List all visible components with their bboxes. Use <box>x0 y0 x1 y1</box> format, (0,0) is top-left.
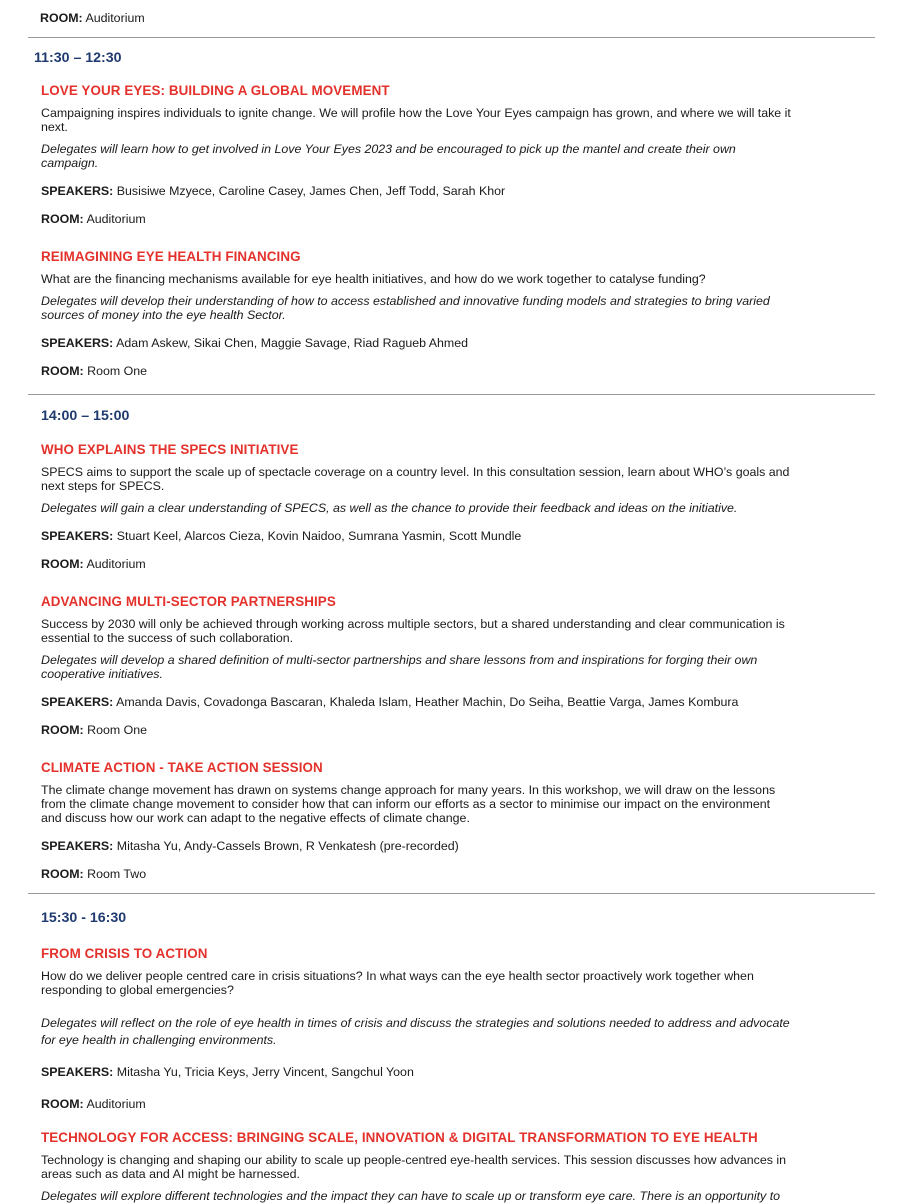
session-outcome: Delegates will learn how to get involved in Love Your Eyes 2023 and be encouraged to pick up the mantel and create their own <box>41 142 736 156</box>
section-divider <box>28 394 875 395</box>
session-description: SPECS aims to support the scale up of spectacle coverage on a country level. In this consultation session, learn about WHO’s goals and <box>41 465 790 479</box>
room-line: ROOM: Room Two <box>41 867 147 881</box>
session-outcome: Delegates will reflect on the role of eye health in times of crisis and discuss the strategies and solutions needed to address and advocate <box>41 1016 790 1030</box>
session-title: ADVANCING MULTI-SECTOR PARTNERSHIPS <box>41 594 336 609</box>
room-line: ROOM: Room One <box>41 364 148 378</box>
speakers-line: SPEAKERS: Mitasha Yu, Andy-Cassels Brown, R Venkatesh (pre-recorded) <box>41 839 459 853</box>
session-description: The climate change movement has drawn on systems change approach for many years. In this workshop, we will draw on the lessons <box>41 783 776 797</box>
section-divider <box>28 893 875 894</box>
session-title: CLIMATE ACTION - TAKE ACTION SESSION <box>41 760 323 775</box>
room-line: ROOM: Auditorium <box>41 212 146 226</box>
session-description: Technology is changing and shaping our ability to scale up people-centred eye-health services. This session discusses how advances in <box>41 1153 787 1167</box>
session-title: LOVE YOUR EYES: BUILDING A GLOBAL MOVEMENT <box>41 83 390 98</box>
session-outcome: Delegates will develop their understanding of how to access established and innovative funding models and strategies to bring varied <box>41 294 770 308</box>
session-title: WHO EXPLAINS THE SPECS INITIATIVE <box>41 442 299 457</box>
speakers-line: SPEAKERS: Amanda Davis, Covadonga Bascaran, Khaleda Islam, Heather Machin, Do Seiha, Beattie Varga, James Kombura <box>41 695 739 709</box>
session-outcome: Delegates will gain a clear understanding of SPECS, as well as the chance to provide their feedback and ideas on the initiative. <box>41 501 738 515</box>
session-description: essential to the success of such collaboration. <box>41 631 294 645</box>
session-title: REIMAGINING EYE HEALTH FINANCING <box>41 249 301 264</box>
session-outcome: for eye health in challenging environments. <box>41 1033 277 1047</box>
session-outcome: campaign. <box>41 156 99 170</box>
section-divider <box>28 37 875 38</box>
session-description: Success by 2030 will only be achieved through working across multiple sectors, but a shared understanding and clear communication is <box>41 617 785 631</box>
room-line: ROOM: Auditorium <box>40 11 145 25</box>
session-description: and discuss how our work can adapt to the negative effects of climate change. <box>41 811 470 825</box>
session-description: from the climate change movement to consider how that can inform our efforts as a sector to minimise our impact on the environment <box>41 797 771 811</box>
session-description: Campaigning inspires individuals to ignite change. We will profile how the Love Your Eyes campaign has grown, and where we will take it <box>41 106 791 120</box>
session-description: next. <box>41 120 68 134</box>
speakers-line: SPEAKERS: Adam Askew, Sikai Chen, Maggie Savage, Riad Ragueb Ahmed <box>41 336 469 350</box>
time-slot-heading: 11:30 – 12:30 <box>34 50 122 66</box>
session-outcome: cooperative initiatives. <box>41 667 163 681</box>
speakers-line: SPEAKERS: Busisiwe Mzyece, Caroline Casey, James Chen, Jeff Todd, Sarah Khor <box>41 184 506 198</box>
speakers-line: SPEAKERS: Stuart Keel, Alarcos Cieza, Kovin Naidoo, Sumrana Yasmin, Scott Mundle <box>41 529 522 543</box>
session-outcome: Delegates will develop a shared definition of multi-sector partnerships and share lessons from and inspirations for forging their own <box>41 653 758 667</box>
session-title: TECHNOLOGY FOR ACCESS: BRINGING SCALE, INNOVATION & DIGITAL TRANSFORMATION TO EYE HEALTH <box>41 1130 758 1145</box>
session-outcome: sources of money into the eye health Sector. <box>41 308 286 322</box>
speakers-line: SPEAKERS: Mitasha Yu, Tricia Keys, Jerry Vincent, Sangchul Yoon <box>41 1065 414 1079</box>
room-line: ROOM: Auditorium <box>41 557 146 571</box>
session-description: What are the financing mechanisms available for eye health initiatives, and how do we work together to catalyse funding? <box>41 272 706 286</box>
session-description: responding to global emergencies? <box>41 983 234 997</box>
time-slot-heading: 14:00 – 15:00 <box>41 408 130 424</box>
session-description: areas such as data and AI might be harnessed. <box>41 1167 300 1181</box>
room-line: ROOM: Room One <box>41 723 148 737</box>
session-title: FROM CRISIS TO ACTION <box>41 946 208 961</box>
room-line: ROOM: Auditorium <box>41 1097 146 1111</box>
session-description: next steps for SPECS. <box>41 479 165 493</box>
session-outcome: Delegates will explore different technologies and the impact they can have to scale up or transform eye care. There is an opportunity to <box>41 1189 781 1203</box>
time-slot-heading: 15:30 - 16:30 <box>41 910 127 926</box>
session-description: How do we deliver people centred care in crisis situations? In what ways can the eye health sector proactively work together when <box>41 969 754 983</box>
